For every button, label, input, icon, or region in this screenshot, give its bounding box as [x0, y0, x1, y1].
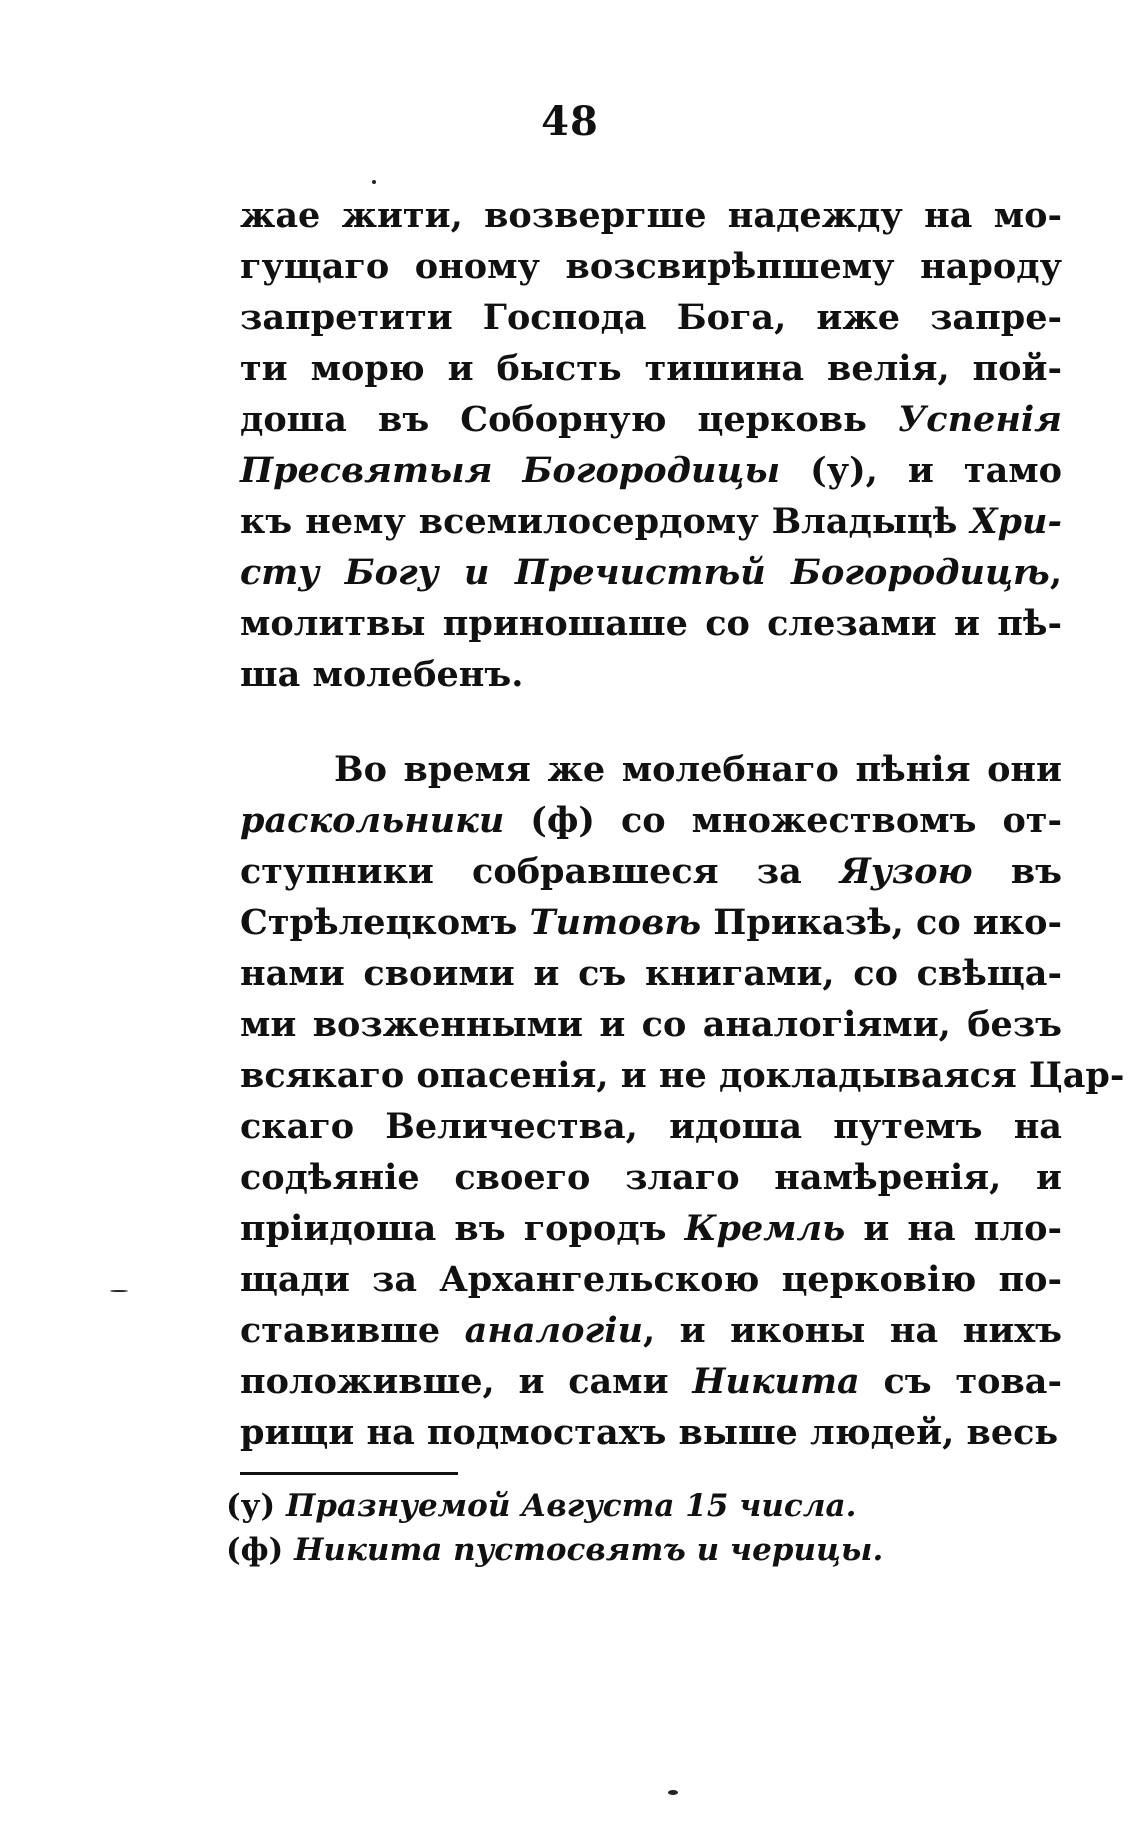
paragraph-gap [240, 700, 1062, 744]
text-run: жае жити, возвергше надежду на мо- [240, 195, 1062, 236]
italic-run: раскольники [240, 800, 505, 841]
text-run: , и иконы на нихъ [642, 1310, 1062, 1351]
text-line [240, 1050, 1125, 1101]
footnote-2 [226, 1528, 1066, 1572]
footnote-text: Никита пустосвятъ и черицы. [294, 1532, 884, 1568]
text-line [240, 649, 1062, 700]
text-run: нами своими и съ книгами, со свѣща- [240, 953, 1062, 994]
text-run: рищи на подмостахъ выше людей, весь [240, 1412, 1059, 1453]
text-line [240, 897, 1062, 948]
text-run: запретити Господа Бога, иже запре- [240, 297, 1062, 338]
text-run: всякаго опасенія, и не докладываяся Цар- [240, 1055, 1125, 1096]
scan-speck [372, 180, 376, 184]
text-line [240, 343, 1062, 394]
text-run: и на пло- [845, 1208, 1062, 1249]
text-line [240, 1152, 1062, 1203]
footnote-mark: (ф) [226, 1532, 284, 1568]
footnotes [226, 1484, 1066, 1572]
text-run: въ [972, 851, 1062, 892]
text-run: ставивше [240, 1310, 465, 1351]
text-run: скаго Величества, идоша путемъ на [240, 1106, 1062, 1147]
text-line [240, 598, 1062, 649]
text-run: положивше, и сами [240, 1361, 693, 1402]
page-number: 48 [541, 98, 599, 145]
text-line [240, 999, 1062, 1050]
text-run: пріидоша въ городъ [240, 1208, 685, 1249]
text-line [240, 190, 1062, 241]
text-run: гущаго оному возсвирѣпшему народу [240, 246, 1062, 287]
text-line [240, 292, 1062, 343]
text-line [240, 445, 1062, 496]
text-line [240, 1101, 1062, 1152]
italic-run: Пресвятыя Богородицы [240, 450, 781, 491]
text-line [240, 1203, 1062, 1254]
text-line [240, 1356, 1062, 1407]
italic-run: Никита [692, 1361, 860, 1402]
text-run: молитвы приношаше со слезами и пѣ- [240, 603, 1062, 644]
footnote-divider [240, 1472, 458, 1475]
body-text [240, 190, 1125, 1458]
text-line [240, 1254, 1062, 1305]
italic-run: Кремль [684, 1208, 846, 1249]
text-line [240, 846, 1062, 897]
text-run: доша въ Соборную церковь [240, 399, 898, 440]
text-run: , [1049, 552, 1062, 593]
text-line [240, 394, 1062, 445]
text-line [240, 547, 1062, 598]
text-line [240, 1305, 1062, 1356]
text-run: Стрѣлецкомъ [240, 902, 530, 943]
italic-run: сту Богу и Пречистѣй Богородицѣ [240, 552, 1050, 593]
italic-run: Титовѣ [529, 902, 702, 943]
italic-run: аналогіи [464, 1310, 643, 1351]
footnote-text: Празнуемой Августа 15 числа. [285, 1488, 857, 1524]
text-run: Приказѣ, со ико- [701, 902, 1062, 943]
text-run: ми возженными и со аналогіями, безъ [240, 1004, 1062, 1045]
text-run: къ нему всемилосердому Владыцѣ [240, 501, 971, 542]
italic-run: Хри- [970, 501, 1062, 542]
text-line [240, 241, 1062, 292]
text-run: ша молебенъ. [240, 654, 524, 695]
text-line [240, 744, 1062, 795]
italic-run: Успенія [897, 399, 1062, 440]
italic-run: Яузою [840, 851, 973, 892]
scan-speck [110, 1290, 128, 1292]
text-line [240, 948, 1062, 999]
text-line [240, 1407, 1062, 1458]
scan-speck [668, 1790, 678, 1795]
text-run: съ това- [859, 1361, 1062, 1402]
footnote-mark: (у) [226, 1488, 276, 1524]
text-run: (у), и тамо [780, 450, 1063, 491]
text-run: ти морю и бысть тишина велія, пой- [240, 348, 1062, 389]
text-line [240, 496, 1062, 547]
text-run: содѣяніе своего злаго намѣренія, и [240, 1157, 1062, 1198]
footnote-1 [226, 1484, 1066, 1528]
text-line [240, 795, 1062, 846]
text-run: (ф) со множествомъ от- [504, 800, 1062, 841]
text-run: ступники собравшеся за [240, 851, 841, 892]
text-run: щади за Архангельскою церковію по- [240, 1259, 1062, 1300]
text-run: Во время же молебнаго пѣнія они [334, 749, 1062, 790]
